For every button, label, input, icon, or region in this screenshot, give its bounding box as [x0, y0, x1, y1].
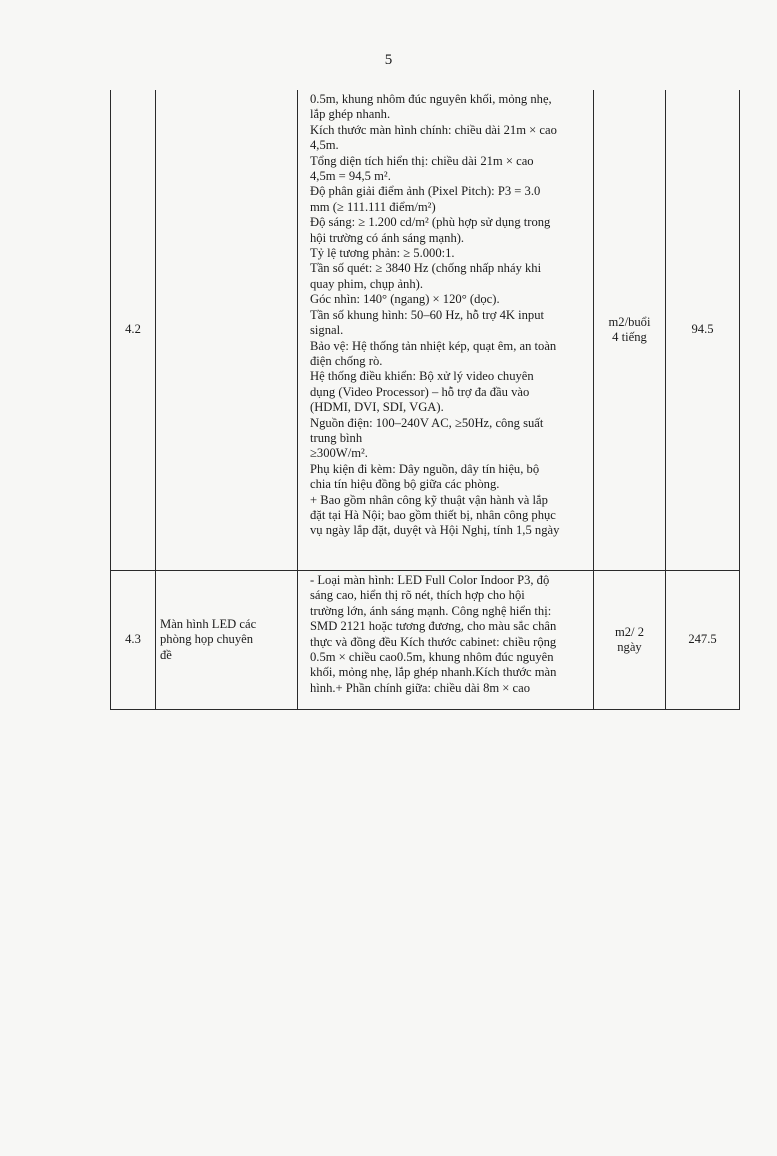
description-line: 0.5m × chiều cao0.5m, khung nhôm đúc nguyên: [310, 650, 554, 665]
description-line: - Loại màn hình: LED Full Color Indoor P3, độ: [310, 573, 550, 587]
description-line: mm (≥ 111.111 điểm/m²): [310, 199, 436, 214]
unit-line: m2/buổi: [608, 314, 651, 329]
item-number: 4.3: [111, 571, 156, 710]
description-line: SMD 2121 hoặc tương đương, cho màu sắc chân: [310, 619, 557, 634]
description-line: sáng cao, hiển thị rõ nét, thích hợp cho hội: [310, 588, 525, 603]
description-line: ≥300W/m².: [310, 446, 368, 461]
description-line: Góc nhìn: 140° (ngang) × 120° (dọc).: [310, 292, 500, 307]
description-line: Phụ kiện đi kèm: Dây nguồn, dây tín hiệu, bộ: [310, 461, 540, 476]
table-row: [111, 90, 740, 571]
description-line: Bảo vệ: Hệ thống tản nhiệt kép, quạt êm, an toàn: [310, 338, 557, 353]
description-line: dụng (Video Processor) – hỗ trợ đa đầu vào: [310, 384, 530, 399]
name-line: Màn hình LED các: [160, 616, 257, 631]
item-description: [298, 571, 594, 710]
unit-line: 4 tiếng: [612, 330, 647, 344]
description-line: chia tín hiệu đồng bộ giữa các phòng.: [310, 477, 500, 492]
page-number: 5: [384, 52, 393, 68]
description-line: trường lớn, ánh sáng mạnh. Công nghệ hiển thị:: [310, 603, 552, 618]
description-line: hình.+ Phần chính giữa: chiều dài 8m × cao: [310, 680, 531, 695]
description-line: 0.5m, khung nhôm đúc nguyên khối, mỏng nhẹ,: [310, 92, 552, 106]
item-number: 4.2: [111, 90, 156, 571]
specification-table: [110, 90, 740, 710]
description-line: Hệ thống điều khiển: Bộ xử lý video chuyên: [310, 369, 534, 384]
description-line: Kích thước màn hình chính: chiều dài 21m × cao: [310, 122, 557, 137]
item-name: [156, 571, 298, 710]
description-line: Tỷ lệ tương phản: ≥ 5.000:1.: [310, 246, 455, 261]
description-line: Độ sáng: ≥ 1.200 cd/m² (phù hợp sử dụng trong: [310, 215, 551, 230]
description-line: Tổng diện tích hiển thị: chiều dài 21m × cao: [310, 153, 534, 168]
description-line: + Bao gồm nhân công kỹ thuật vận hành và lắp: [310, 492, 548, 507]
item-unit: [594, 571, 666, 710]
item-description: [298, 90, 594, 571]
description-line: lắp ghép nhanh.: [310, 107, 391, 122]
item-quantity: 94.5: [666, 90, 740, 571]
description-line: vụ ngày lắp đặt, duyệt và Hội Nghị, tính 1,5 ngày: [310, 523, 560, 538]
description-line: Tần số khung hình: 50–60 Hz, hỗ trợ 4K input: [310, 307, 545, 322]
description-line: Tần số quét: ≥ 3840 Hz (chống nhấp nháy khi: [310, 261, 542, 276]
description-line: Nguồn điện: 100–240V AC, ≥50Hz, công suất: [310, 415, 544, 430]
description-line: hội trường có ánh sáng mạnh).: [310, 230, 465, 245]
item-unit: [594, 90, 666, 571]
description-line: trung bình: [310, 430, 363, 445]
name-line: đề: [160, 647, 172, 662]
description-line: signal.: [310, 323, 344, 338]
unit-line: ngày: [617, 640, 642, 654]
description-line: 4,5m = 94,5 m².: [310, 169, 391, 184]
name-line: phòng họp chuyên: [160, 632, 254, 647]
item-name: [156, 90, 298, 571]
description-line: thực và đồng đều Kích thước cabinet: chiều rộng: [310, 634, 557, 649]
table-row: [111, 571, 740, 710]
description-line: (HDMI, DVI, SDI, VGA).: [310, 400, 444, 415]
description-line: Độ phân giải điểm ảnh (Pixel Pitch): P3 = 3.0: [310, 184, 541, 199]
description-line: khối, mỏng nhẹ, lắp ghép nhanh.Kích thước màn: [310, 665, 557, 680]
description-line: quay phim, chụp ảnh).: [310, 276, 423, 291]
description-line: đặt tại Hà Nội; bao gồm thiết bị, nhân công phục: [310, 507, 556, 522]
description-line: 4,5m.: [310, 138, 339, 153]
item-quantity: 247.5: [666, 571, 740, 710]
unit-line: m2/ 2: [614, 624, 645, 639]
description-line: điện chống rò.: [310, 353, 383, 368]
